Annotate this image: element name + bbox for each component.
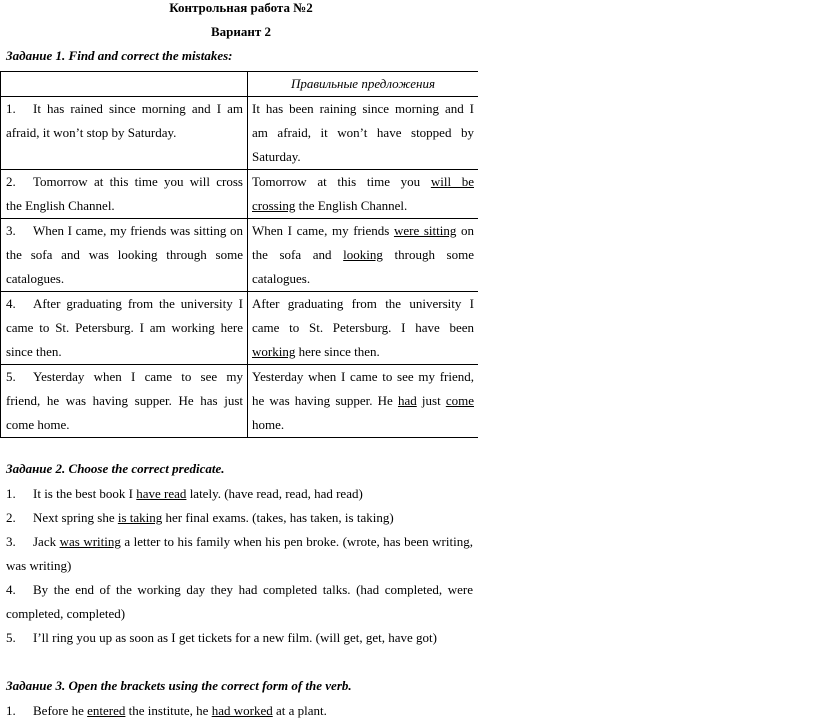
item-text: her final exams. (takes, has taken, is taking) xyxy=(162,510,394,525)
task1-heading: Задание 1. Find and correct the mistakes: xyxy=(6,48,233,63)
item-number: 4. xyxy=(6,582,16,597)
wrong-sentence-cell xyxy=(1,170,248,219)
item-text: I’ll ring you up as soon as I get tickets for a new film. (will get, get, have got) xyxy=(33,630,437,645)
wrong-sentence: After graduating from the university I came to St. Petersburg. I am working here since then. xyxy=(6,296,243,359)
correct-sentence: It has been raining since morning and I am afraid, it won’t have stopped by Saturday. xyxy=(252,101,474,164)
item-number: 3. xyxy=(6,534,16,549)
table-row xyxy=(1,292,479,365)
table-row xyxy=(1,365,479,438)
wrong-sentence: When I came, my friends was sitting on the sofa and was looking through some catalogues. xyxy=(6,223,243,286)
list-item xyxy=(6,626,473,650)
item-text: a letter to his family when his pen broke. (wrote, has been writing, was writing) xyxy=(6,534,473,573)
row-number: 5. xyxy=(6,369,16,384)
underlined-correction: had xyxy=(397,393,417,408)
corrections-table xyxy=(0,71,478,438)
list-item xyxy=(6,578,473,626)
correct-sentence-cell xyxy=(248,97,479,170)
task2-heading: Задание 2. Choose the correct predicate. xyxy=(6,461,225,476)
wrong-sentence-cell xyxy=(1,97,248,170)
correct-text: When I came, my friends xyxy=(252,223,394,238)
row-number: 3. xyxy=(6,223,16,238)
table-header-empty xyxy=(1,72,248,97)
list-item xyxy=(6,699,473,723)
wrong-sentence-cell xyxy=(1,292,248,365)
wrong-sentence: It has rained since morning and I am afraid, it won’t stop by Saturday. xyxy=(6,101,243,140)
task2-list xyxy=(6,482,473,650)
underlined-correction: will be crossing xyxy=(252,174,474,213)
item-text: Before he xyxy=(33,703,88,718)
item-number: 5. xyxy=(6,630,16,645)
row-number: 4. xyxy=(6,296,16,311)
variant-label: Вариант 2 xyxy=(210,24,272,39)
wrong-sentence-cell xyxy=(1,365,248,438)
correct-text: home. xyxy=(252,417,285,432)
list-item xyxy=(6,482,473,506)
underlined-correction: were sitting xyxy=(393,223,457,238)
correct-text: just xyxy=(416,393,446,408)
wrong-sentence-cell xyxy=(1,219,248,292)
item-number: 1. xyxy=(6,486,16,501)
item-number: 1. xyxy=(6,703,16,718)
underlined-answer: was writing xyxy=(59,534,121,549)
underlined-answer: have read xyxy=(136,486,187,501)
underlined-correction: come xyxy=(445,393,474,408)
correct-sentence-cell xyxy=(248,365,479,438)
item-text: at a plant. xyxy=(272,703,327,718)
correct-text: the English Channel. xyxy=(295,198,408,213)
underlined-answer: is taking xyxy=(117,510,163,525)
item-text: the institute, he xyxy=(125,703,212,718)
item-text: lately. (have read, read, had read) xyxy=(186,486,363,501)
underlined-correction: working xyxy=(252,344,296,359)
correct-text: Yesterday when I came to see my friend, he was having supper. He xyxy=(252,369,474,408)
list-item xyxy=(6,530,473,578)
task3-list xyxy=(6,699,473,723)
row-number: 1. xyxy=(6,101,16,116)
wrong-sentence: Tomorrow at this time you will cross the English Channel. xyxy=(6,174,243,213)
table-header-cell xyxy=(248,72,479,97)
row-number: 2. xyxy=(6,174,16,189)
correct-text: After graduating from the university I came to St. Petersburg. I have been xyxy=(252,296,474,335)
correct-text: through some catalogues. xyxy=(252,247,474,286)
underlined-answer: entered xyxy=(87,703,126,718)
correct-sentence-cell xyxy=(248,170,479,219)
correct-text: on the sofa and xyxy=(252,223,474,262)
table-header-row xyxy=(1,72,479,97)
item-text: By the end of the working day they had completed talks. (had completed, were completed, completed) xyxy=(6,582,473,621)
column-header-label: Правильные предложения xyxy=(290,76,436,91)
document-title: Контрольная работа №2 xyxy=(169,0,313,15)
table-row xyxy=(1,219,479,292)
list-item xyxy=(6,506,473,530)
underlined-answer: had worked xyxy=(211,703,273,718)
table-row xyxy=(1,97,479,170)
item-text: It is the best book I xyxy=(33,486,137,501)
correct-sentence-cell xyxy=(248,219,479,292)
correct-sentence-cell xyxy=(248,292,479,365)
correct-text: Tomorrow at this time you xyxy=(252,174,431,189)
item-number: 2. xyxy=(6,510,16,525)
underlined-correction: looking xyxy=(343,247,383,262)
table-row xyxy=(1,170,479,219)
wrong-sentence: Yesterday when I came to see my friend, he was having supper. He has just come home. xyxy=(6,369,243,432)
task3-heading: Задание 3. Open the brackets using the correct form of the verb. xyxy=(6,678,352,693)
item-text: Next spring she xyxy=(33,510,118,525)
item-text: Jack xyxy=(33,534,60,549)
correct-text: here since then. xyxy=(295,344,380,359)
